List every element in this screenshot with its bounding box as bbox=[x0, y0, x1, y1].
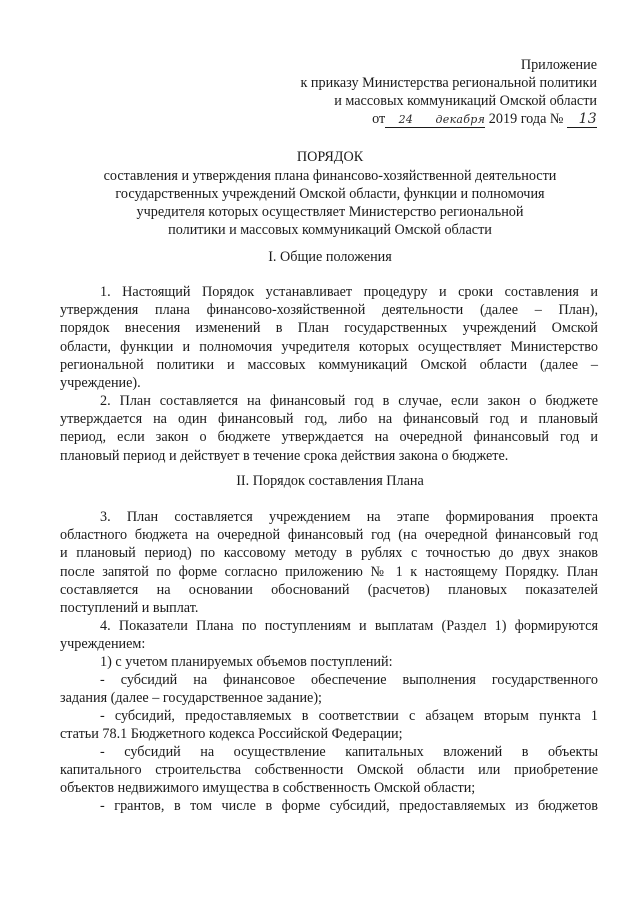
handwritten-order-number: 13 bbox=[578, 111, 597, 127]
paragraph-line: задания (далее – государственное задание); bbox=[60, 690, 323, 707]
bullet-2 bbox=[60, 707, 598, 743]
paragraph-line: областного бюджета на очередной финансовый год (на очередной финансовый год bbox=[60, 527, 598, 544]
section-1-heading: I. Общие положения bbox=[268, 249, 392, 265]
date-year-text: 2019 года № bbox=[488, 111, 564, 127]
paragraph-4 bbox=[60, 617, 598, 672]
order-number-field bbox=[567, 112, 597, 128]
paragraph-2 bbox=[60, 392, 598, 465]
paragraph-line: области, функции и полномочия учредителя которых осуществляет Министерство bbox=[60, 338, 598, 355]
paragraph-line: и плановый период) по кассовому методу в рублях с точностью до двух знаков bbox=[60, 545, 598, 562]
paragraph-line: утверждается на один финансовый год, либо на финансовый год и плановый bbox=[60, 411, 598, 428]
paragraph-line: утверждения плана финансово-хозяйственной деятельности (далее – План), bbox=[60, 302, 598, 319]
paragraph-line: - субсидий на финансовое обеспечение выполнения государственного bbox=[100, 672, 598, 688]
subtitle-line: государственных учреждений Омской области, функции и полномочия bbox=[115, 186, 545, 202]
paragraph-line: 2. План составляется на финансовый год в случае, если закон о бюджете bbox=[100, 393, 598, 409]
section-2-heading: II. Порядок составления Плана bbox=[236, 473, 424, 489]
paragraph-line: составляется на основании обоснований (расчетов) плановых показателей bbox=[60, 581, 598, 598]
appendix-order-ref: к приказу Министерства региональной политики bbox=[300, 75, 597, 91]
document-subtitle bbox=[60, 167, 600, 239]
paragraph-line: объектов недвижимого имущества в собственность Омской области; bbox=[60, 780, 476, 797]
paragraph-line: 3. План составляется учреждением на этапе формирования проекта bbox=[100, 509, 598, 525]
date-month-field bbox=[413, 112, 485, 128]
paragraph-1 bbox=[60, 283, 598, 392]
appendix-date-line bbox=[300, 110, 597, 128]
subtitle-line: политики и массовых коммуникаций Омской области bbox=[168, 222, 492, 238]
paragraph-line: 4. Показатели Плана по поступлениям и выплатам (Раздел 1) формируются bbox=[100, 618, 598, 634]
handwritten-day: 24 bbox=[398, 113, 414, 126]
appendix-title: Приложение bbox=[520, 57, 597, 73]
subtitle-line: составления и утверждения плана финансово-хозяйственной деятельности bbox=[103, 168, 557, 184]
paragraph-line: после запятой по форме согласно приложению № 1 к настоящему Порядку. План bbox=[60, 563, 598, 580]
paragraph-line: статьи 78.1 Бюджетного кодекса Российской Федерации; bbox=[60, 726, 403, 743]
paragraph-line: 1. Настоящий Порядок устанавливает процедуру и сроки составления и bbox=[100, 284, 598, 300]
appendix-ministry: и массовых коммуникаций Омской области bbox=[334, 93, 597, 109]
appendix-header bbox=[300, 56, 597, 128]
paragraph-3 bbox=[60, 508, 598, 617]
paragraph-line: капитального строительства собственности Омской области или приобретение bbox=[60, 762, 598, 779]
paragraph-line: региональной политики и массовых коммуникаций Омской области (далее – bbox=[60, 356, 598, 373]
bullet-4 bbox=[80, 797, 598, 815]
paragraph-line: учреждение). bbox=[60, 375, 141, 392]
paragraph-line: учреждением: bbox=[60, 636, 146, 653]
paragraph-line: - субсидий, предоставляемых в соответствии с абзацем вторым пункта 1 bbox=[100, 708, 598, 724]
date-prefix: от bbox=[372, 111, 386, 127]
paragraph-line: период, если закон о бюджете утверждается на очередной финансовый год и bbox=[60, 429, 598, 446]
paragraph-line: - субсидий на осуществление капитальных вложений в объекты bbox=[100, 744, 598, 760]
paragraph-line: - грантов, в том числе в форме субсидий, предоставляемых из бюджетов bbox=[100, 798, 598, 814]
document-title: ПОРЯДОК bbox=[296, 149, 364, 165]
bullet-1 bbox=[60, 671, 598, 707]
paragraph-line: поступлений и выплат. bbox=[60, 600, 199, 617]
paragraph-line: порядок внесения изменений в План государственных учреждений Омской bbox=[60, 320, 598, 337]
bullet-3 bbox=[60, 743, 598, 798]
subtitle-line: учредителя которых осуществляет Министерство региональной bbox=[136, 204, 524, 220]
list-item-1: 1) с учетом планируемых объемов поступлений: bbox=[100, 654, 393, 671]
paragraph-line: плановый период и действует в течение срока действия закона о бюджете. bbox=[60, 447, 509, 464]
date-day-field bbox=[385, 112, 413, 128]
handwritten-month: декабря bbox=[435, 113, 486, 126]
